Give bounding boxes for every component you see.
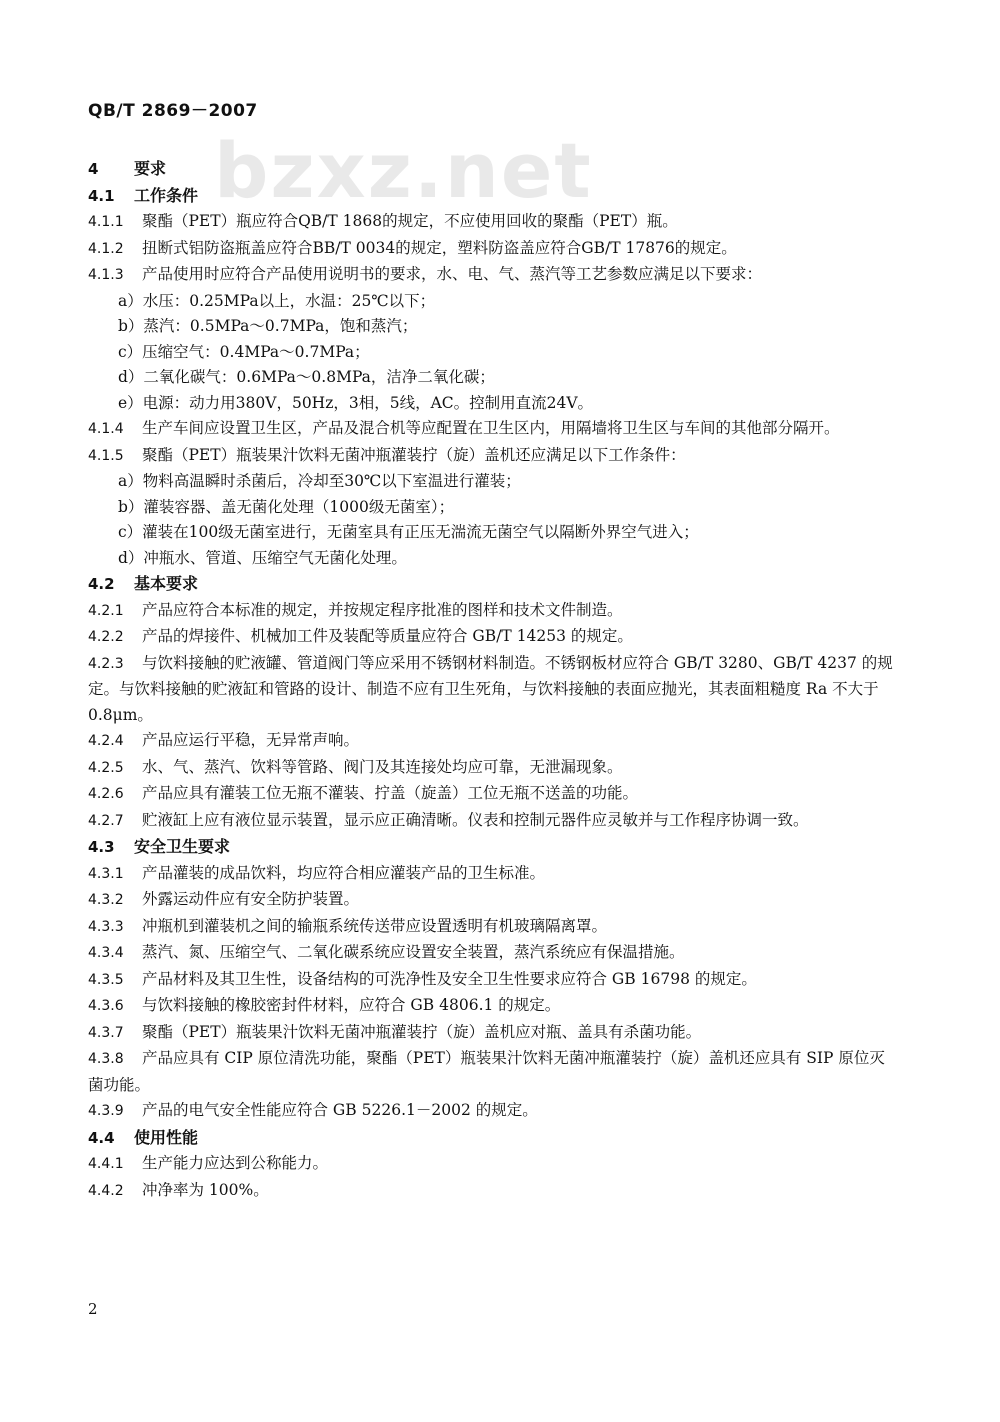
clause-number: 4.4.2 xyxy=(88,1182,124,1199)
clause-number: 4.2.7 xyxy=(88,812,124,829)
clause-text: 生产能力应达到公称能力。 xyxy=(142,1154,329,1172)
clause-text: 产品灌装的成品饮料，均应符合相应灌装产品的卫生标准。 xyxy=(142,863,546,882)
clause-number: 4.3.2 xyxy=(88,892,124,908)
clause-number: 4.1.1 xyxy=(88,214,124,230)
list-item: b）灌装容器、盖无菌化处理（1000级无菌室）； xyxy=(118,497,455,516)
clause-text: 聚酯（PET）瓶装果汁饮料无菌冲瓶灌装拧（旋）盖机应对瓶、盖具有杀菌功能。 xyxy=(142,1022,702,1041)
watermark: bzxz.net xyxy=(214,126,593,215)
list-item: a）水压：0.25MPa以上，水温：25℃以下； xyxy=(118,291,436,310)
clause-number: 4.3.1 xyxy=(88,865,124,882)
clause xyxy=(88,781,900,808)
section-heading xyxy=(88,183,900,210)
clause xyxy=(88,967,900,994)
clause xyxy=(88,914,900,941)
clause xyxy=(88,236,900,263)
clause-text: 扭断式铝防盗瓶盖应符合BB/T 0034的规定，塑料防盗盖应符合GB/T 17876的规定。 xyxy=(142,238,737,257)
clause xyxy=(88,443,900,470)
document-body xyxy=(88,144,900,1204)
list-item: d）二氧化碳气：0.6MPa～0.8MPa，洁净二氧化碳； xyxy=(118,368,495,386)
section-title: 要求 xyxy=(134,159,167,178)
clause-number: 4.4.1 xyxy=(88,1156,124,1172)
clause-text: 产品应符合本标准的规定，并按规定程序批准的图样和技术文件制造。 xyxy=(142,600,623,619)
list-item: a）物料高温瞬时杀菌后，冷却至30℃以下室温进行灌装； xyxy=(118,472,521,490)
clause-number: 4.3.6 xyxy=(88,998,124,1014)
clause-text: 产品应运行平稳，无异常声响。 xyxy=(142,731,360,749)
clause-number: 4.3.5 xyxy=(88,971,124,988)
clause-text: 聚酯（PET）瓶应符合QB/T 1868的规定，不应使用回收的聚酯（PET）瓶。 xyxy=(142,212,678,230)
clause xyxy=(88,940,900,967)
clause xyxy=(88,209,900,236)
clause-number: 4.3.3 xyxy=(88,918,124,935)
section-heading xyxy=(88,571,900,598)
clause xyxy=(88,598,900,625)
clause-number: 4.1.3 xyxy=(88,267,124,283)
clause-number: 4.2.1 xyxy=(88,602,124,619)
clause-number: 4.1.4 xyxy=(88,421,124,437)
clause-text: 聚酯（PET）瓶装果汁饮料无菌冲瓶灌装拧（旋）盖机还应满足以下工作条件： xyxy=(142,445,686,464)
section-number: 4.2 xyxy=(88,575,115,593)
section-heading xyxy=(88,1125,900,1152)
clause xyxy=(88,624,900,651)
clause xyxy=(88,1046,900,1098)
clause xyxy=(88,755,900,782)
clause-number: 4.3.7 xyxy=(88,1024,124,1041)
section-heading xyxy=(88,156,900,183)
list-item: b）蒸汽：0.5MPa～0.7MPa，饱和蒸汽； xyxy=(118,317,418,335)
clause-number: 4.2.5 xyxy=(88,759,124,776)
section-number: 4.1 xyxy=(88,186,115,205)
list-item: e）电源：动力用380V，50Hz，3相，5线，AC。控制用直流24V。 xyxy=(118,393,594,412)
clause-text: 贮液缸上应有液位显示装置，显示应正确清晰。仪表和控制元器件应灵敏并与工作程序协调一致。 xyxy=(142,810,809,829)
clause-text: 外露运动件应有安全防护装置。 xyxy=(142,890,360,908)
clause xyxy=(88,993,900,1020)
section-title: 工作条件 xyxy=(134,185,199,205)
clause-text: 产品应具有 CIP 原位清洗功能，聚酯（PET）瓶装果汁饮料无菌冲瓶灌装拧（旋）盖机还应具有 SIP 原位灭菌功能。 xyxy=(88,1049,885,1094)
clause-number: 4.1.2 xyxy=(88,240,124,257)
section-number: 4.3 xyxy=(88,838,115,856)
clause-text: 产品材料及其卫生性，设备结构的可洗净性及安全卫生性要求应符合 GB 16798 的规定。 xyxy=(142,969,757,988)
clause-number: 4.3.4 xyxy=(88,945,124,961)
section-title: 使用性能 xyxy=(134,1127,199,1147)
clause xyxy=(88,262,900,289)
clause-number: 4.3.8 xyxy=(88,1051,124,1067)
clause-text: 水、气、蒸汽、饮料等管路、阀门及其连接处均应可靠，无泄漏现象。 xyxy=(142,757,623,776)
clause-number: 4.2.4 xyxy=(88,733,124,749)
clause-text: 与饮料接触的贮液罐、管道阀门等应采用不锈钢材料制造。不锈钢板材应符合 GB/T 3280、GB/T 4237 的规定。与饮料接触的贮液缸和管路的设计、制造不应有卫生死角，与饮料接触的表面应抛光，其表面粗糙度 Ra 不大于 0.8μm。 xyxy=(88,653,893,724)
clause-text: 产品使用时应符合产品使用说明书的要求，水、电、气、蒸汽等工艺参数应满足以下要求： xyxy=(142,265,763,283)
clause-text: 产品的电气安全性能应符合 GB 5226.1－2002 的规定。 xyxy=(142,1101,538,1119)
clause-number: 4.3.9 xyxy=(88,1103,124,1119)
clause-text: 蒸汽、氮、压缩空气、二氧化碳系统应设置安全装置，蒸汽系统应有保温措施。 xyxy=(142,943,685,961)
clause-text: 产品的焊接件、机械加工件及装配等质量应符合 GB/T 14253 的规定。 xyxy=(142,627,633,645)
clause-number: 4.1.5 xyxy=(88,447,124,464)
section-title: 基本要求 xyxy=(134,574,199,593)
clause xyxy=(88,808,900,835)
clause-number: 4.2.6 xyxy=(88,786,124,802)
clause-text: 冲瓶机到灌装机之间的输瓶系统传送带应设置透明有机玻璃隔离罩。 xyxy=(142,916,608,935)
clause xyxy=(88,1020,900,1047)
section-title: 安全卫生要求 xyxy=(134,837,231,856)
clause xyxy=(88,1098,900,1125)
clause xyxy=(88,887,900,914)
section-number: 4.4 xyxy=(88,1128,115,1147)
page-number: 2 xyxy=(88,1300,98,1318)
clause-text: 生产车间应设置卫生区，产品及混合机等应配置在卫生区内，用隔墙将卫生区与车间的其他部分隔开。 xyxy=(142,419,840,437)
clause xyxy=(88,1151,900,1178)
clause xyxy=(88,728,900,755)
standard-number: QB/T 2869－2007 xyxy=(88,101,258,121)
clause-number: 4.2.2 xyxy=(88,629,124,645)
clause-number: 4.2.3 xyxy=(88,655,124,672)
clause-text: 产品应具有灌装工位无瓶不灌装、拧盖（旋盖）工位无瓶不送盖的功能。 xyxy=(142,784,639,802)
clause-text: 与饮料接触的橡胶密封件材料，应符合 GB 4806.1 的规定。 xyxy=(142,996,561,1014)
clause xyxy=(88,861,900,888)
list-item: c）压缩空气：0.4MPa～0.7MPa； xyxy=(118,342,370,361)
clause-text: 冲净率为 100%。 xyxy=(142,1180,269,1199)
clause xyxy=(88,1178,900,1205)
clause xyxy=(88,651,900,729)
section-number: 4 xyxy=(88,160,99,178)
clause xyxy=(88,416,900,443)
list-item: d）冲瓶水、管道、压缩空气无菌化处理。 xyxy=(118,548,407,567)
section-heading xyxy=(88,834,900,861)
list-item: c）灌装在100级无菌室进行，无菌室具有正压无湍流无菌空气以隔断外界空气进入； xyxy=(118,523,699,541)
